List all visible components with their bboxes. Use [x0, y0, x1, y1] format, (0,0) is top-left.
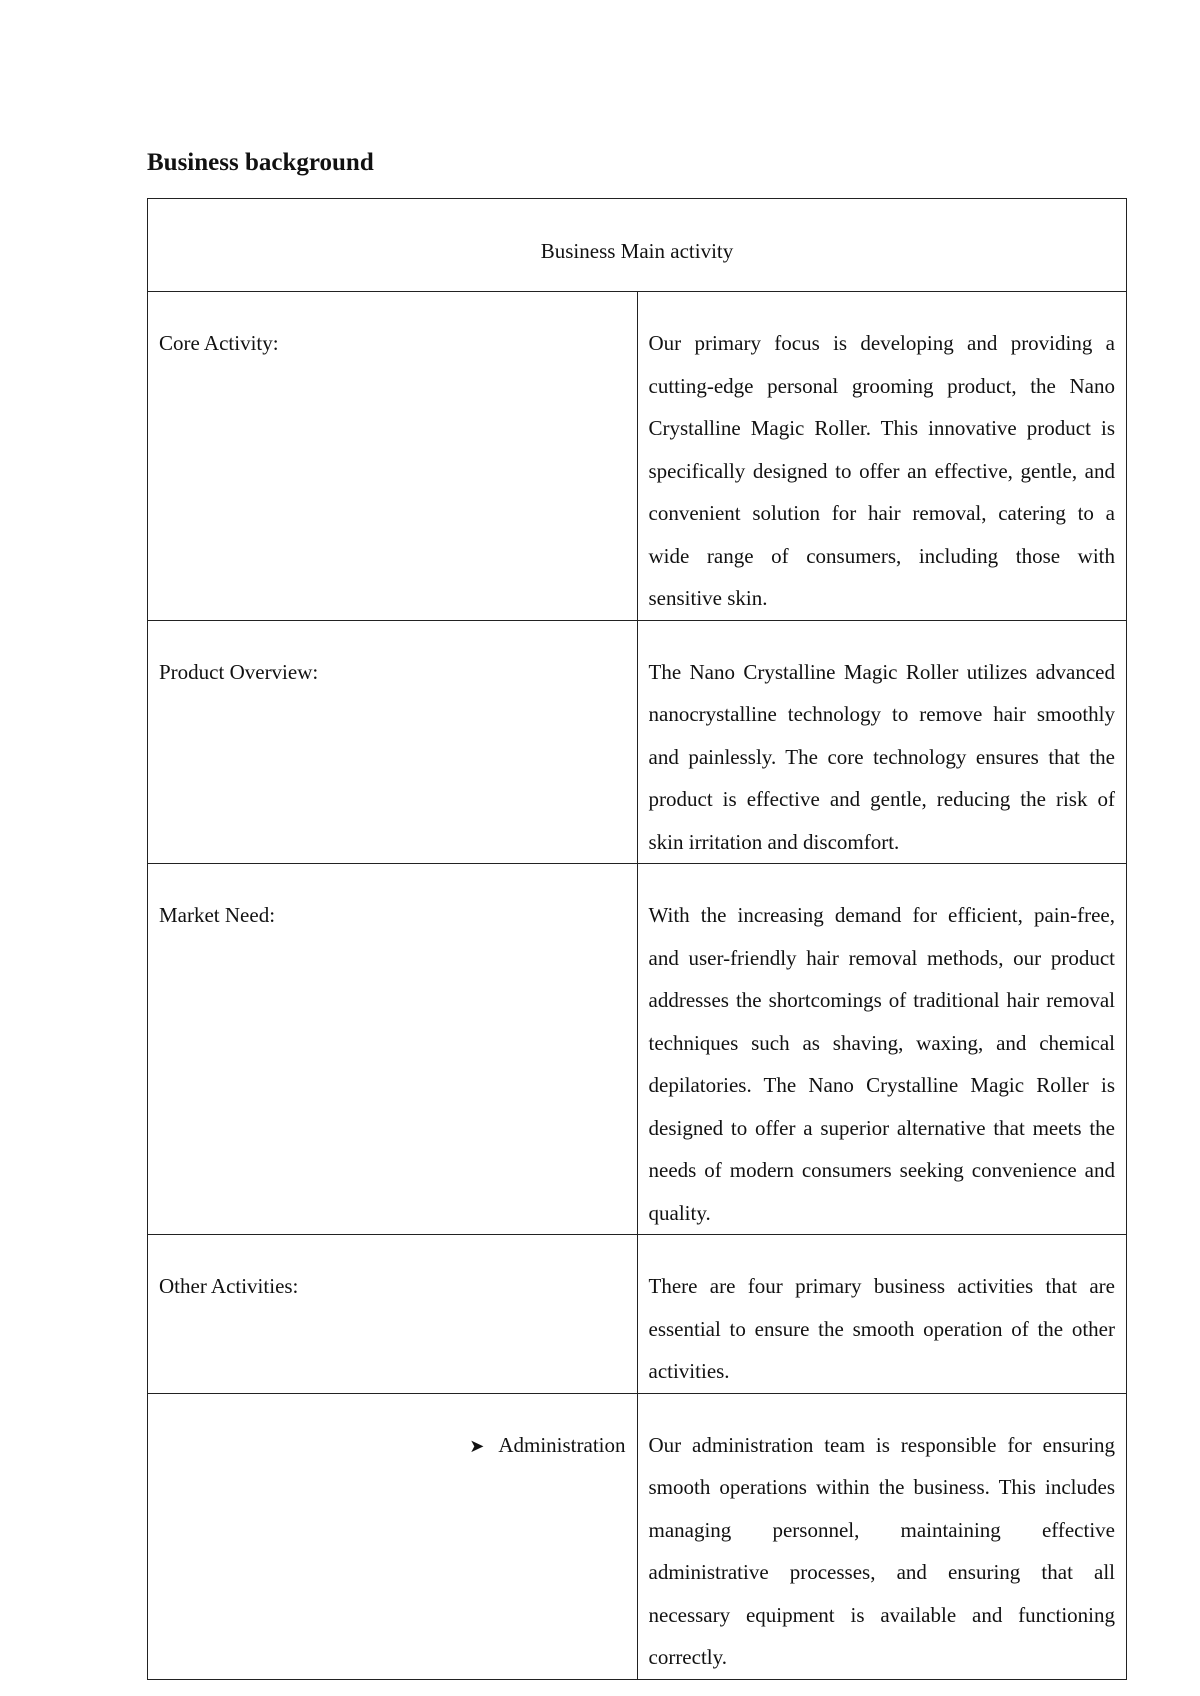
row-label-administration: [148, 1393, 638, 1679]
section-title: Business background: [147, 149, 374, 176]
administration-label: Administration: [498, 1432, 626, 1457]
business-activity-table: [147, 198, 1127, 1680]
table-row: [148, 864, 1127, 1235]
row-label-product-overview: Product Overview:: [148, 620, 638, 864]
row-text-other-activities: There are four primary business activities that are essential to ensure the smooth operation of the other activities.: [637, 1235, 1127, 1394]
row-label-core-activity: Core Activity:: [148, 292, 638, 621]
table-header-row: [148, 199, 1127, 292]
row-text-core-activity: Our primary focus is developing and providing a cutting-edge personal grooming product, the Nano Crystalline Magic Roller. This innovative product is specifically designed to offer an effective, gentle, and convenient solution for hair removal, catering to a wide range of consumers, including those with sensitive skin.: [637, 292, 1127, 621]
table-row: [148, 620, 1127, 864]
table-row: [148, 1393, 1127, 1679]
table-row: [148, 292, 1127, 621]
table-header: Business Main activity: [148, 199, 1127, 292]
row-text-product-overview: The Nano Crystalline Magic Roller utilizes advanced nanocrystalline technology to remove hair smoothly and painlessly. The core technology ensures that the product is effective and gentle, reducing the risk of skin irritation and discomfort.: [637, 620, 1127, 864]
row-label-other-activities: Other Activities:: [148, 1235, 638, 1394]
arrow-bullet-icon: ➤: [469, 1435, 485, 1457]
row-label-market-need: Market Need:: [148, 864, 638, 1235]
row-text-market-need: With the increasing demand for efficient, pain-free, and user-friendly hair removal methods, our product addresses the shortcomings of traditional hair removal techniques such as shaving, waxing, and chemical depilatories. The Nano Crystalline Magic Roller is designed to offer a superior alternative that meets the needs of modern consumers seeking convenience and quality.: [637, 864, 1127, 1235]
row-text-administration: Our administration team is responsible for ensuring smooth operations within the business. This includes managing personnel, maintaining effective administrative processes, and ensuring that all necessary equipment is available and functioning correctly.: [637, 1393, 1127, 1679]
table-row: [148, 1235, 1127, 1394]
